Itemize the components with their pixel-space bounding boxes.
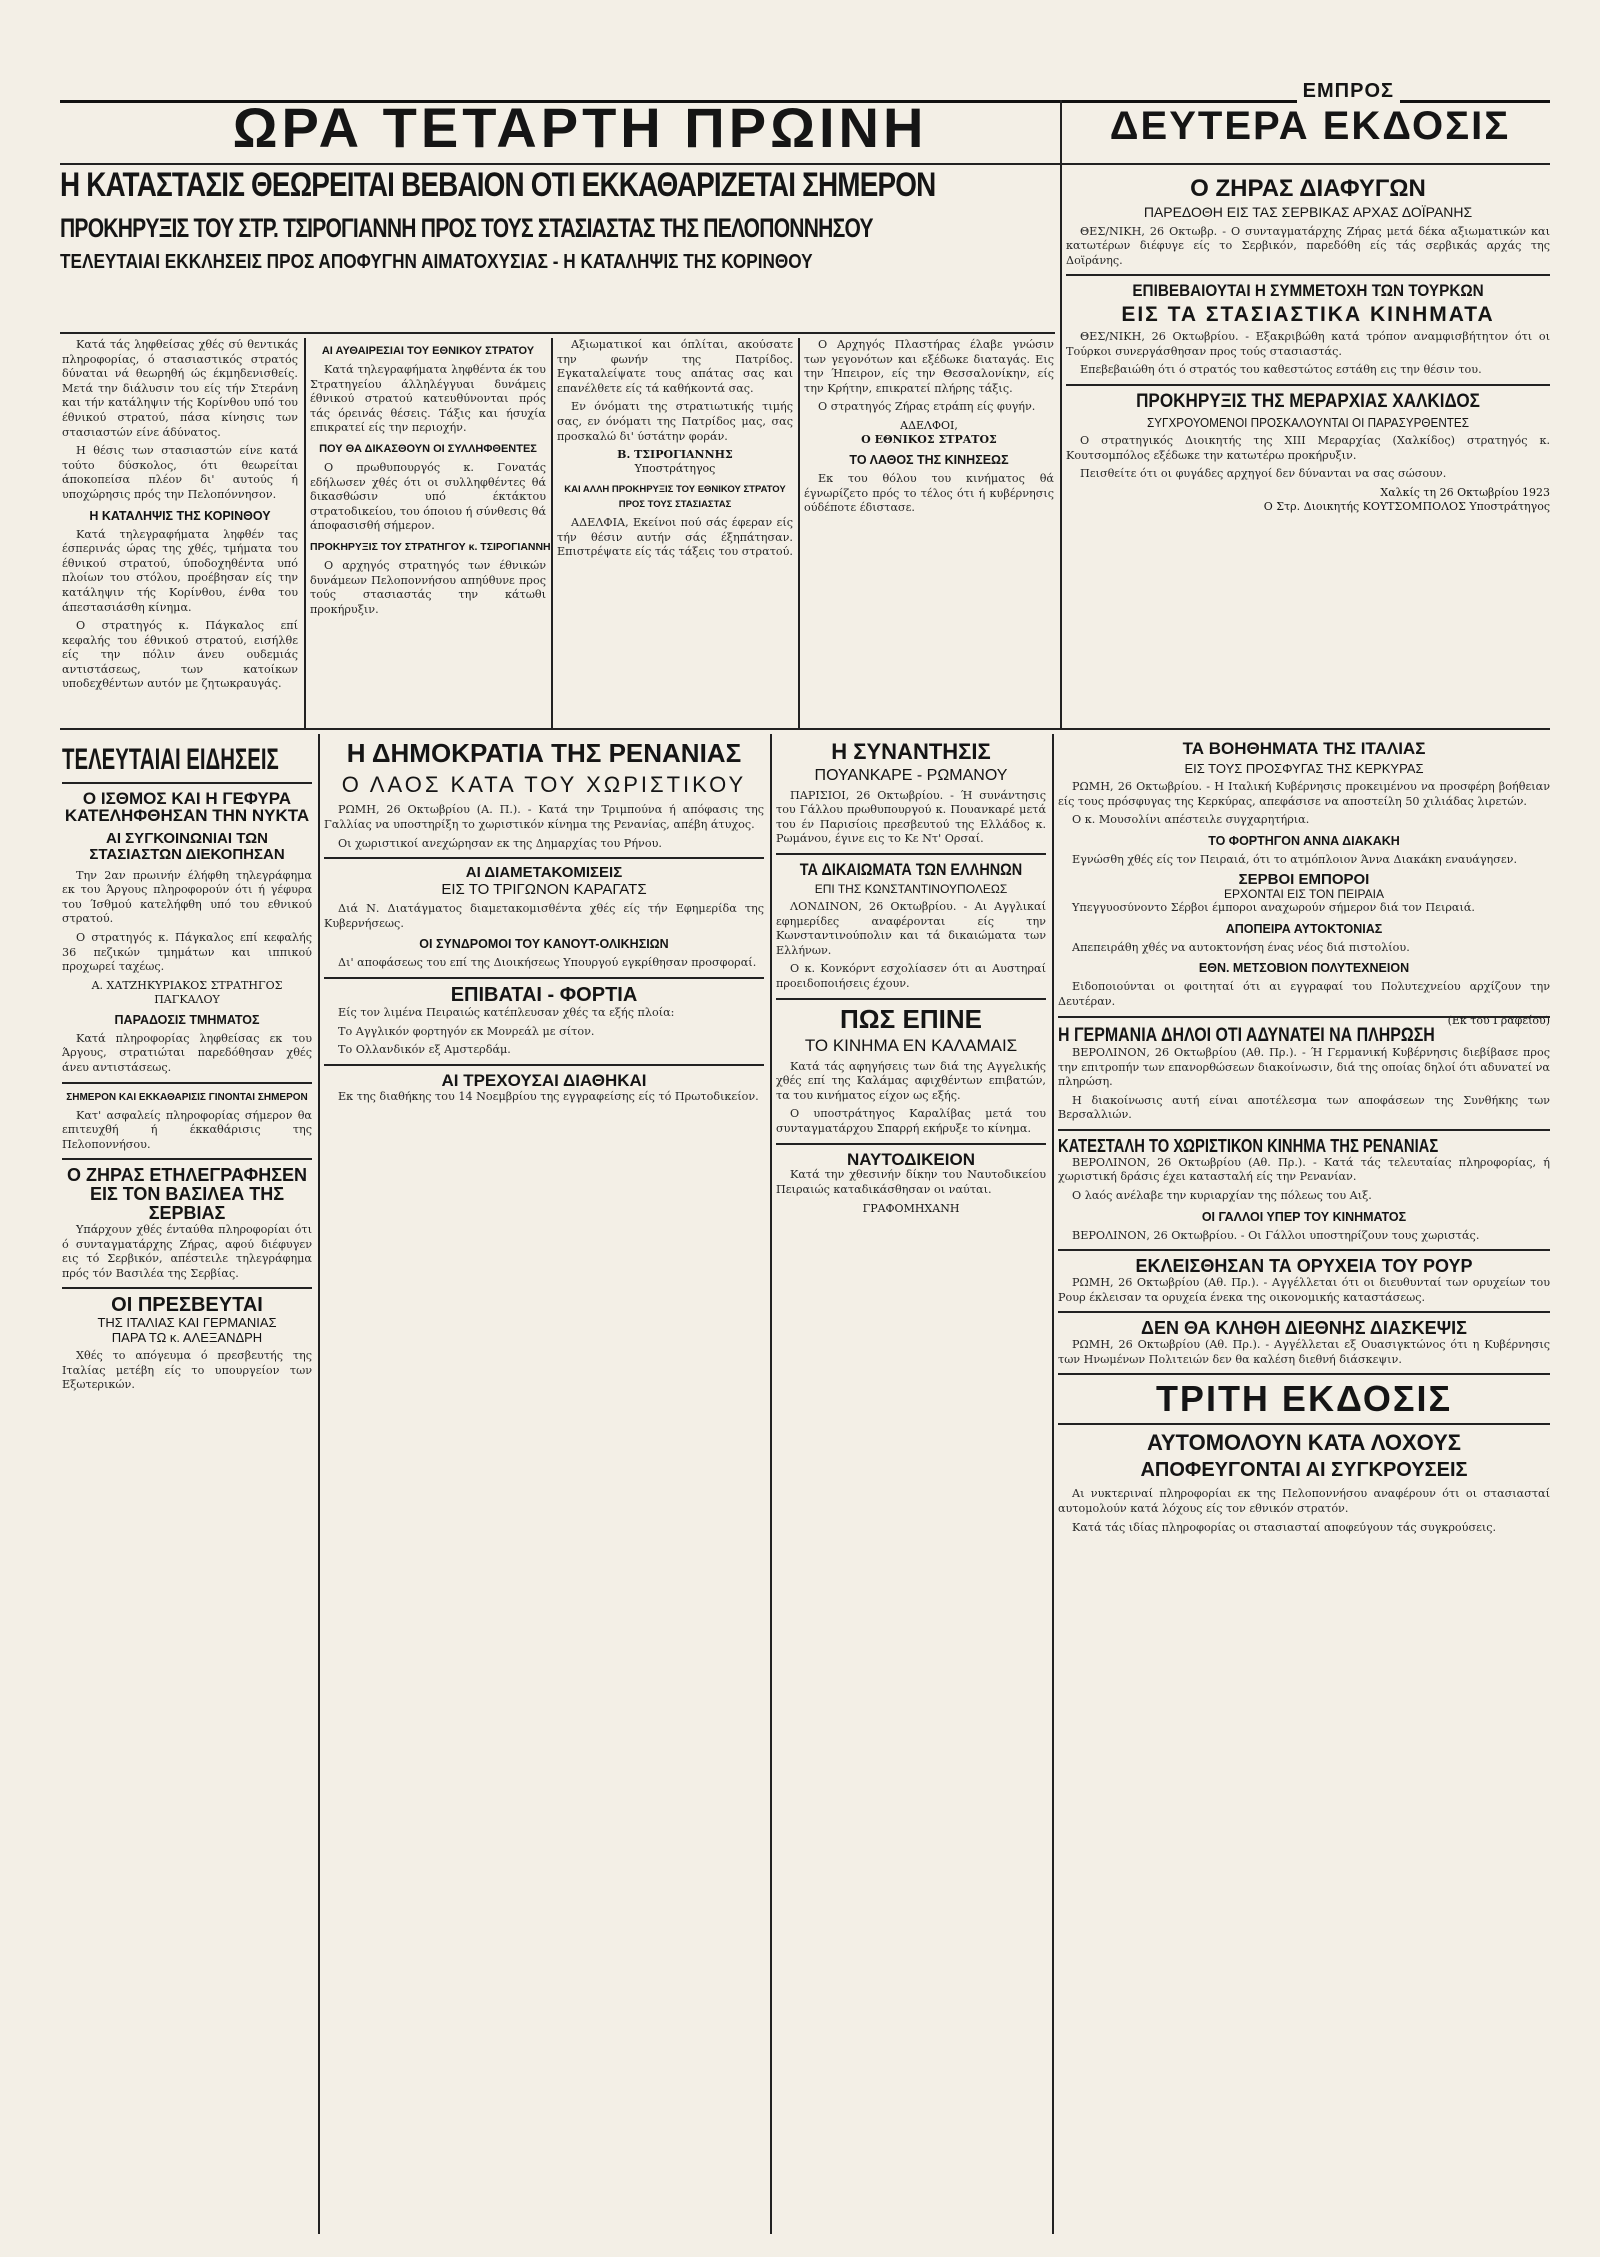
germany-head: Η ΓΕΡΜΑΝΙΑ ΔΗΛΟΙ ΟΤΙ ΑΔΥΝΑΤΕΙ ΝΑ ΠΛΗΡΩΣΗ bbox=[1058, 1025, 1435, 1046]
main-head-2: ΠΡΟΚΗΡΥΞΙΣ ΤΟΥ ΣΤΡ. ΤΣΙΡΟΓΙΑΝΝΗ ΠΡΟΣ ΤΟΥΣ ΣΤΑΣΙΑΣΤΑΣ ΤΗΣ ΠΕΛΟΠΟΝΝΗΣΟΥ bbox=[60, 212, 873, 243]
lower-r2-p3: ΒΕΡΟΛΙΝΟΝ, 26 Οκτωβρίου. - Οι Γάλλοι υποστηρίζουν τους χωριστάς. bbox=[1072, 1228, 1480, 1242]
main-head-rule bbox=[60, 332, 1055, 334]
lower-c1-signature: Α. ΧΑΤΖΗΚΥΡΙΑΚΟΣ ΣΤΡΑΤΗΓΟΣ ΠΑΓΚΑΛΟΥ bbox=[91, 978, 283, 1006]
lower-col-1 bbox=[62, 734, 312, 2234]
main-c3-subhead: ΚΑΙ ΑΛΛΗ ΠΡΟΚΗΡΥΞΙΣ ΤΟΥ ΕΘΝΙΚΟΥ ΣΤΡΑΤΟΥ ΠΡΟΣ ΤΟΥΣ ΣΤΑΣΙΑΣΤΑΣ bbox=[564, 484, 786, 511]
meeting-head: Η ΣΥΝΑΝΤΗΣΙΣ bbox=[831, 739, 991, 764]
banner-right-title: ΔΕΥΤΕΡΑ ΕΚΔΟΣΙΣ bbox=[1109, 104, 1511, 148]
col-rule bbox=[304, 338, 306, 728]
lower-c3-p3: Ο κ. Κονκόρντ εσχολίασεν ότι αι Αυστηραί προειδοποιήσεις έχουν. bbox=[776, 962, 1046, 991]
lower-col-4b bbox=[1058, 734, 1550, 1027]
col-rule bbox=[770, 734, 772, 2234]
lower-c3-p5: Ο υποστράτηγος Καραλίβας μετά του συνταγματάρχου Σπαρρή εκήρυξε το κίνημα. bbox=[776, 1107, 1046, 1136]
main-headlines bbox=[60, 168, 1055, 338]
lower-c3-sig: ΓΡΑΦΟΜΗΧΑΝΗ bbox=[862, 1201, 960, 1215]
main-c2-p2: Ο πρωθυπουργός κ. Γονατάς εδήλωσεν χθές ότι οι συλληφθέντες θά δικασθώσιν υπό έκτάκτου στρατοδικείου, του όποιου ή σύνθεσις θά άποφασισθή σήμερον. bbox=[310, 460, 546, 533]
banner-left bbox=[110, 96, 1050, 162]
lower-c2-p6: Το Αγγλικόν φορτηγόν εκ Μονρεάλ με σίτον. bbox=[338, 1024, 595, 1038]
right-sub-zhras: ΠΑΡΕΔΟΘΗ ΕΙΣ ΤΑΣ ΣΕΡΒΙΚΑΣ ΑΡΧΑΣ ΔΟΪΡΑΝΗΣ bbox=[1143, 204, 1473, 221]
main-c1-subhead: Η ΚΑΤΑΛΗΨΙΣ ΤΗΣ ΚΟΡΙΝΘΟΥ bbox=[89, 508, 271, 523]
lower-c1-p5: Υπάρχουν χθές ένταύθα πληροφορίαι ότι ό συνταγματάρχης Ζήρας, αφού διέφυγεν εις τό Σερβικόν, απέστειλε τηλεγράφημα πρός τόν Βασιλέα της Σερβίας. bbox=[62, 1223, 312, 1280]
right-head-turks-1: ΕΠΙΒΕΒΑΙΟΥΤΑΙ Η ΣΥΜΜΕΤΟΧΗ ΤΩΝ ΤΟΥΡΚΩΝ bbox=[1132, 281, 1484, 301]
main-c2-subhead-3: ΠΡΟΚΗΡΥΞΙΣ ΤΟΥ ΣΤΡΑΤΗΓΟΥ κ. ΤΣΙΡΟΓΙΑΝΝΗ bbox=[310, 540, 551, 553]
lower-c2-p7: Το Ολλανδικόν εξ Αμστερδάμ. bbox=[338, 1043, 511, 1057]
lower-c3-p2: ΛΟΝΔΙΝΟΝ, 26 Οκτωβρίου. - Αι Αγγλικαί εφημερίδες αναφέρονται είς την Κωνσταντινούπολιν και τά δικαιώματα των Ελλήνων. bbox=[776, 900, 1046, 957]
main-c3-signature: Β. ΤΣΙΡΟΓΙΑΝΝΗΣ bbox=[617, 448, 733, 462]
lower-c4-p5: Απεπειράθη χθές να αυτοκτονήση ένας νέος διά πιστολίου. bbox=[1072, 940, 1410, 954]
suicide-head: ΑΠΟΠΕΙΡΑ ΑΥΤΟΚΤΟΝΙΑΣ bbox=[1225, 921, 1383, 936]
main-c4-p1: Ο Αρχηγός Πλαστήρας έλαβε γνώσιν των γεγονότων και εξέδωκε διαταγάς. Εις την Ήπειρον, είς την Θεσσαλονίκην, είς την Κρήτην, επικρατεί πλήρης τάξις. bbox=[804, 338, 1054, 395]
ambassadors-sub-1: ΤΗΣ ΙΤΑΛΙΑΣ ΚΑΙ ΓΕΡΜΑΝΙΑΣ bbox=[97, 1315, 277, 1331]
lower-c2-p3: Διά Ν. Διατάγματος διαμετακομισθέντα χθές είς τήν Εφημερίδα της Κυβερνήσεως. bbox=[324, 902, 764, 930]
kalamata-sub: ΤΟ ΚΙΝΗΜΑ ΕΝ ΚΑΛΑΜΑΙΣ bbox=[804, 1035, 1018, 1055]
lower-r5-p2: Κατά τάς ιδίας πληροφορίας οι στασιασταί αποφεύγουν τάς συγκρούσεις. bbox=[1072, 1520, 1497, 1534]
right-body-zhras: ΘΕΣ/ΝΙΚΗ, 26 Οκτωβρ. - Ο συνταγματάρχης Ζήρας μετά δέκα αξιωματικών και κατωτέρων διέφυγε είς το Σερβικόν, παρεδόθη είς τάς σερβικάς αρχάς της Δοϊράνης. bbox=[1066, 224, 1550, 267]
naval-court-head: ΝΑΥΤΟΔΙΚΕΙΟΝ bbox=[847, 1149, 975, 1169]
right-head-chalkis: ΠΡΟΚΗΡΥΞΙΣ ΤΗΣ ΜΕΡΑΡΧΙΑΣ ΧΑΛΚΙΔΟΣ bbox=[1136, 391, 1480, 413]
meeting-sub: ΠΟΥΑΝΚΑΡΕ - ΡΩΜΑΝΟΥ bbox=[814, 767, 1008, 785]
col-rule bbox=[318, 734, 320, 2234]
lower-c1-p2: Ο στρατηγός κ. Πάγκαλος επί κεφαλής 36 πεζικών τμημάτων και ιππικού προχωρεί ταχέως. bbox=[62, 931, 312, 974]
lower-c3-p6: Κατά την χθεσινήν δίκην του Ναυτοδικείου Πειραιώς καταδικάσθησαν οι ναύται. bbox=[776, 1168, 1046, 1197]
main-head-3: ΤΕΛΕΥΤΑΙΑΙ ΕΚΚΛΗΣΕΙΣ ΠΡΟΣ ΑΠΟΦΥΓΗΝ ΑΙΜΑΤΟΧΥΣΙΑΣ - Η ΚΑΤΑΛΗΨΙΣ ΤΗΣ ΚΟΡΙΝΘΟΥ bbox=[60, 251, 813, 274]
main-col-1 bbox=[62, 338, 298, 728]
main-c4-p2: Ο στρατηγός Ζήρας ετράπη είς φυγήν. bbox=[818, 400, 1036, 414]
main-col-4 bbox=[804, 338, 1054, 728]
lower-r1-p1: ΒΕΡΟΛΙΝΟΝ, 26 Οκτωβρίου (Αθ. Πρ.). - Ή Γερμανική Κυβέρνησις διεβίβασε προς την επιτροπήν των επανορθώσεων διακοίνωσιν, διά της οποίας δηλοί ότι αδυνατεί να πληρώση. bbox=[1058, 1045, 1550, 1089]
passengers-head: ΕΠΙΒΑΤΑΙ - ΦΟΡΤΙΑ bbox=[450, 984, 638, 1007]
lower-col-3 bbox=[776, 734, 1046, 2234]
rights-sub: ΕΠΙ ΤΗΣ ΚΩΝΣΤΑΝΤΙΝΟΥΠΟΛΕΩΣ bbox=[814, 881, 1008, 896]
main-c1-p3: Κατά τηλεγραφήματα ληφθέν τας έσπερινάς ώρας της χθές, τμήματα του έθνικού στρατού, ύποδοχηθέντα υπό πλοίων του στόλου, προέβησαν είς την κατάληψιν τής Κορίνθου, ένθα του άπεστασιάσθη κίνημα. bbox=[62, 527, 298, 614]
lower-c1-p1: Την 2αν πρωινήν έλήφθη τηλεγράφημα εκ του Άργους πληροφορούν ότι ή γέφυρα του Ίσθμού κατελήφθη υπό του εθνικού στρατού. bbox=[62, 868, 312, 926]
transit-sub: ΕΙΣ ΤΟ ΤΡΙΓΩΝΟΝ ΚΑΡΑΓΑΤΣ bbox=[441, 880, 647, 898]
right-head-turks-2: ΕΙΣ ΤΑ ΣΤΑΣΙΑΣΤΙΚΑ ΚΙΝΗΜΑΤΑ bbox=[1121, 303, 1495, 327]
lower-c2-p2: Οι χωριστικοί ανεχώρησαν εκ της Δημαρχίας του Ρήνου. bbox=[338, 836, 662, 850]
right-chalkis-signature: Ο Στρ. Διοικητής ΚΟΥΤΣΟΜΠΟΛΟΣ Υποστράτηγος bbox=[1263, 500, 1550, 514]
right-chalkis-date: Χαλκίς τη 26 Οκτωβρίου 1923 bbox=[1380, 486, 1550, 500]
transit-head: ΑΙ ΔΙΑΜΕΤΑΚΟΜΙΣΕΙΣ bbox=[465, 864, 623, 882]
main-c1-p4: Ο στρατηγός κ. Πάγκαλος επί κεφαλής του έθνικού στρατού, εισήλθε είς την πόλιν άνευ ουδεμιάς αντιστάσεως, των κατοίκων υποδεχθέντων αυτόν με ζητωκραυγάς. bbox=[62, 619, 298, 691]
wills-head: ΑΙ ΤΡΕΧΟΥΣΑΙ ΔΙΑΘΗΚΑΙ bbox=[441, 1070, 647, 1090]
right-body-turks-1: ΘΕΣ/ΝΙΚΗ, 26 Οκτωβρίου. - Εξακριβώθη κατά τρόπον αναμφισβήτητον ότι οι Τούρκοι συνεργάσθησαν προς τούς στασιαστάς. bbox=[1066, 330, 1550, 358]
lower-c3-p1: ΠΑΡΙΣΙΟΙ, 26 Οκτωβρίου. - Ή συνάντησις του Γάλλου πρωθυπουργού κ. Πουανκαρέ μετά του έν Παρισίοις πρεσβευτού της Ελλάδος κ. Ρωμάνου, έγινε εις το Κε Ντ' Ορσαί. bbox=[776, 788, 1046, 846]
main-c4-salutation: ΑΔΕΛΦΟΙ, bbox=[900, 418, 958, 432]
right-lower-rule bbox=[1058, 1016, 1550, 1018]
main-head-1: Η ΚΑΤΑΣΤΑΣΙΣ ΘΕΩΡΕΙΤΑΙ ΒΕΒΑΙΟΝ ΟΤΙ ΕΚΚΑΘΑΡΙΖΕΤΑΙ ΣΗΜΕΡΟΝ bbox=[60, 166, 936, 204]
main-c3-p2: Εν όνόματι της στρατιωτικής τιμής σας, εν όνόματι της Πατρίδος μας, σας προσκαλώ δι' ύστάτην φοράν. bbox=[557, 400, 793, 443]
lower-r2-p1: ΒΕΡΟΛΙΝΟΝ, 26 Οκτωβρίου (Αθ. Πρ.). - Κατά τάς τελευταίας πληροφορίας, ή χωριστική δράσις έχει κατασταλή είς την Ρενανίαν. bbox=[1058, 1155, 1550, 1184]
main-col-2 bbox=[310, 338, 551, 728]
lower-c1-p3: Κατά πληροφορίας ληφθείσας εκ του Άργους, στρατιώται παρεδόθησαν χθές άνευ αντιστάσεως. bbox=[62, 1031, 312, 1075]
right-sub-chalkis: ΣΥΓΧΡΟΥΟΜΕΝΟΙ ΠΡΟΣΚΑΛΟΥΝΤΑΙ ΟΙ ΠΑΡΑΣΥΡΘΕΝΤΕΣ bbox=[1147, 414, 1469, 430]
lower-r2-p2: Ο λαός ανέλαβε την κυριαρχίαν της πόλεως του Αιξ. bbox=[1072, 1188, 1372, 1202]
right-top bbox=[1066, 168, 1550, 728]
lower-c4-p6: Ειδοποιούνται οι φοιτηταί ότι αι εγγραφαί του Πολυτεχνείου αρχίζουν την Δευτέραν. bbox=[1058, 980, 1550, 1008]
zhras-telegraph-head: Ο ΖΗΡΑΣ ΕΤΗΛΕΓΡΑΦΗΣΕΝ ΕΙΣ ΤΟΝ ΒΑΣΙΛΕΑ ΤΗΣ ΣΕΡΒΙΑΣ bbox=[66, 1165, 308, 1224]
third-edition-head: ΤΡΙΤΗ ΕΚΔΟΣΙΣ bbox=[1155, 1378, 1453, 1420]
lower-r4-p1: ΡΩΜΗ, 26 Οκτωβρίου (Αθ. Πρ.). - Αγγέλλεται εξ Ουασιγκτώνος ότι η Κυβέρνησις των Ηνωμένων Πολιτειών δεν θα καλέση διεθνή διάσκεψιν. bbox=[1058, 1338, 1550, 1366]
avoid-clash-head: ΑΠΟΦΕΥΓΟΝΤΑΙ ΑΙ ΣΥΓΚΡΟΥΣΕΙΣ bbox=[1140, 1459, 1468, 1482]
french-support-head: ΟΙ ΓΑΛΛΟΙ ΥΠΕΡ ΤΟΥ ΚΙΝΗΜΑΤΟΣ bbox=[1201, 1209, 1407, 1224]
main-c4-p3: Εκ του θόλου του κινήματος θά έγνωρίζετο πρός το τέλος ότι ή κυβέρνησις ούδέποτε έδιστασε. bbox=[804, 471, 1054, 515]
lower-c1-p4: Κατ' ασφαλείς πληροφορίας σήμερον θα επιτευχθή ή έκκαθάρισις της Πελοποννήσου. bbox=[62, 1108, 312, 1151]
lower-c4-p4: Υπεγγυοσύνοντο Σέρβοι έμποροι αναχωρούν σήμερον διά τον Πειραιά. bbox=[1072, 901, 1475, 915]
main-c3-p1: Αξιωματικοί και όπλίται, ακούσατε την φωνήν της Πατρίδος. Εγκαταλείψατε τους απάτας σας και επανέλθετε είς τά καθήκοντά σας. bbox=[557, 338, 793, 395]
right-body-chalkis-2: Πεισθείτε ότι οι φυγάδες αρχηγοί δεν δύνανται να σας σώσουν. bbox=[1080, 467, 1447, 481]
lower-c2-p5: Είς τον λιμένα Πειραιώς κατέπλευσαν χθές τα εξής πλοία: bbox=[338, 1006, 675, 1020]
subscribers-head: ΟΙ ΣΥΝΔΡΟΜΟΙ ΤΟΥ ΚΑΝΟΥΤ-ΟΛΙΚΗΣΙΩΝ bbox=[419, 937, 669, 952]
main-c2-subhead-2: ΠΟΥ ΘΑ ΔΙΚΑΣΘΟΥΝ ΟΙ ΣΥΛΛΗΦΘΕΝΤΕΣ bbox=[319, 442, 537, 455]
lower-r5-p1: Αι νυκτεριναί πληροφορίαι εκ της Πελοποννήσου αναφέρουν ότι οι στασιασταί αυτομολούν κατά λόχους είς τον εθνικόν στρατόν. bbox=[1058, 1487, 1550, 1516]
newspaper-name: ΕΜΠΡΟΣ bbox=[1297, 80, 1400, 103]
lower-c4-p2: Ο κ. Μουσολίνι απέστειλε συγχαρητήρια. bbox=[1072, 813, 1310, 827]
lower-c1-p6: Χθές το απόγευμα ό πρεσβευτής της Ιταλίας μετέβη είς το υπουργείον των Εξωτερικών. bbox=[62, 1349, 312, 1392]
right-head-zhras: Ο ΖΗΡΑΣ ΔΙΑΦΥΓΩΝ bbox=[1190, 175, 1426, 202]
main-c2-p3: Ο αρχηγός στρατηγός των έθνικών δυνάμεων Πελοποννήσου απηύθυνε προς τούς στασιαστάς την κάτωθι προκήρυξιν. bbox=[310, 558, 546, 616]
banner-right bbox=[1070, 106, 1550, 162]
italy-aid-sub: ΕΙΣ ΤΟΥΣ ΠΡΟΣΦΥΓΑΣ ΤΗΣ ΚΕΡΚΥΡΑΣ bbox=[1184, 760, 1424, 776]
latest-news-head: ΤΕΛΕΥΤΑΙΑΙ ΕΙΔΗΣΕΙΣ bbox=[62, 743, 279, 776]
freighter-head: ΤΟ ΦΟΡΤΗΓΟΝ ΑΝΝΑ ΔΙΑΚΑΚΗ bbox=[1208, 833, 1400, 848]
right-body-chalkis-1: Ο στρατηγικός Διοικητής της ΧΙΙΙ Μεραρχίας (Χαλκίδος) στρατηγός κ. Κουτσομπόλος εξέδωκε την κατωτέρω προκήρυξιν. bbox=[1066, 434, 1550, 462]
main-c4-subhead: ΤΟ ΛΑΘΟΣ ΤΗΣ ΚΙΝΗΣΕΩΣ bbox=[849, 452, 1009, 467]
lower-c3-p4: Κατά τάς αφηγήσεις των διά της Αγγελικής χθές επί της Καλάμας αφιχθέντων επιβατών, τα του κινήματος είχον ως εξής. bbox=[776, 1059, 1046, 1102]
comms-head: ΑΙ ΣΥΓΚΟΙΝΩΝΙΑΙ ΤΩΝ ΣΤΑΣΙΑΣΤΩΝ ΔΙΕΚΟΠΗΣΑΝ bbox=[89, 830, 285, 863]
main-c1-p2: Η θέσις των στασιαστών είνε κατά τούτο δύσκολος, ότι θεωρείται άποκοπείσα πλέον δι' αυτούς ή υποχώρησις πρός την Πελοπόννησον. bbox=[62, 444, 298, 501]
today-head: ΣΗΜΕΡΟΝ ΚΑΙ ΕΚΚΑΘΑΡΙΣΙΣ ΓΙΝΟΝΤΑΙ ΣΗΜΕΡΟΝ bbox=[66, 1091, 308, 1103]
col-rule bbox=[551, 338, 553, 728]
lower-r3-p1: ΡΩΜΗ, 26 Οκτωβρίου (Αθ. Πρ.). - Αγγέλλεται ότι οι διευθυνταί των ορυχείων του Ρουρ έκλεισαν τα ορυχεία ένεκα της οικονομικής καταστάσεως. bbox=[1058, 1276, 1550, 1304]
lower-c4-sig: (Εκ του Γραφείου) bbox=[1447, 1013, 1550, 1027]
main-c1-p1: Κατά τάς ληφθείσας χθές σύ θεντικάς πληροφορίας, ό στασιαστικός στρατός δύναται νά θεωρηθή ώς έκμηδενισθείς. Μετά την διάλυσιν του είς τήν Στεράνη και τήν κατάληψιν τής Κορίνθου υπό του έθνικού στρατού, πάσα κίνησις των στασιαστών είνε άδύνατος. bbox=[62, 338, 298, 439]
main-col-3 bbox=[557, 338, 793, 728]
conference-head: ΔΕΝ ΘΑ ΚΛΗΘΗ ΔΙΕΘΝΗΣ ΔΙΑΣΚΕΨΙΣ bbox=[1141, 1318, 1467, 1339]
polytechnic-head: ΕΘΝ. ΜΕΤΣΟΒΙΟΝ ΠΟΛΥΤΕΧΝΕΙΟΝ bbox=[1198, 961, 1410, 976]
main-c4-signature: Ο ΕΘΝΙΚΟΣ ΣΤΡΑΤΟΣ bbox=[861, 432, 997, 446]
banner-left-title: ΩΡΑ ΤΕΤΑΡΤΗ ΠΡΩΙΝΗ bbox=[232, 96, 928, 159]
main-c3-p3: ΑΔΕΛΦΙΑ, Εκείνοι πού σάς έφεραν είς τήν θέσιν αυτήν σάς έξηπάτησαν. Επιστρέψατε είς τάς τάξεις του στρατού. bbox=[557, 516, 793, 559]
lower-c2-p1: ΡΩΜΗ, 26 Οκτωβρίου (Α. Π.). - Κατά την Τριμπούνα ή απόφασις της Γαλλίας να υποστηρίξη το χωριστικόν κίνημα της Ρενανίας, απέβη άτυχος. bbox=[324, 803, 764, 832]
lower-c4-p3: Εγνώσθη χθές είς τον Πειραιά, ότι το ατμόπλοιον Άννα Διακάκη εναυάγησεν. bbox=[1072, 852, 1518, 866]
col-rule bbox=[798, 338, 800, 728]
rhineland-sub: Ο ΛΑΟΣ ΚΑΤΑ ΤΟΥ ΧΩΡΙΣΤΙΚΟΥ bbox=[341, 772, 747, 798]
serb-merchants-sub: ΕΡΧΟΝΤΑΙ ΕΙΣ ΤΟΝ ΠΕΙΡΑΙΑ bbox=[1224, 887, 1384, 902]
separatist-head: ΚΑΤΕΣΤΑΛΗ ΤΟ ΧΩΡΙΣΤΙΚΟΝ ΚΙΝΗΜΑ ΤΗΣ ΡΕΝΑΝΙΑΣ bbox=[1058, 1135, 1439, 1156]
surrender-head: ΠΑΡΑΔΟΣΙΣ ΤΜΗΜΑΤΟΣ bbox=[114, 1012, 260, 1027]
main-c2-subhead-1: ΑΙ ΑΥΘΑΙΡΕΣΙΑΙ ΤΟΥ ΕΘΝΙΚΟΥ ΣΤΡΑΤΟΥ bbox=[321, 345, 535, 357]
how-head: ΠΩΣ ΕΠΙΝΕ bbox=[840, 1003, 982, 1034]
ambassadors-sub-2: ΠΑΡΑ ΤΩ κ. ΑΛΕΞΑΝΔΡΗ bbox=[111, 1329, 263, 1345]
lower-c2-p4: Δι' αποφάσεως του επί της Διοικήσεως Υπουργού εγκρίθησαν προσφοραί. bbox=[338, 956, 757, 970]
col-rule bbox=[1052, 734, 1054, 2234]
rights-head: ΤΑ ΔΙΚΑΙΩΜΑΤΑ ΤΩΝ ΕΛΛΗΝΩΝ bbox=[799, 860, 1023, 880]
banner-rule bbox=[60, 163, 1550, 165]
desert-head: ΑΥΤΟΜΟΛΟΥΝ ΚΑΤΑ ΛΟΧΟΥΣ bbox=[1146, 1430, 1461, 1456]
main-c3-signature-title: Υποστράτηγος bbox=[634, 462, 716, 476]
italy-aid-head: ΤΑ ΒΟΗΘΗΜΑΤΑ ΤΗΣ ΙΤΑΛΙΑΣ bbox=[1182, 739, 1426, 758]
divider-main-right bbox=[1060, 100, 1062, 728]
main-c2-p1: Κατά τηλεγραφήματα ληφθέντα έκ του Στρατηγείου άλληλέγγυαι δυνάμεις έθνικού στρατού κατευθύνονται πρός τάς όρεινάς θέσεις. Τάξις και ήσυχία επικρατεί είς την περιοχήν. bbox=[310, 363, 546, 435]
isthmus-head: Ο ΙΣΘΜΟΣ ΚΑΙ Η ΓΕΦΥΡΑ ΚΑΤΕΛΗΦΘΗΣΑΝ ΤΗΝ ΝΥΚΤΑ bbox=[64, 788, 310, 826]
lower-r1-p2: Η διακοίνωσις αυτή είναι αποτέλεσμα των αποφάσεων της Συνθήκης των Βερσαλλιών. bbox=[1058, 1093, 1550, 1122]
right-body-turks-2: Επεβεβαιώθη ότι ό στρατός του καθεστώτος εστάθη εις την θέσιν του. bbox=[1080, 363, 1482, 377]
lower-c2-p8: Εκ της διαθήκης του 14 Νοεμβρίου της εγγραφείσης είς τό Πρωτοδικείον. bbox=[338, 1089, 759, 1103]
lower-col-2 bbox=[324, 734, 764, 2234]
serb-merchants-head: ΣΕΡΒΟΙ ΕΜΠΟΡΟΙ bbox=[1238, 870, 1370, 888]
fold-rule bbox=[60, 728, 1550, 730]
lower-c4-p1: ΡΩΜΗ, 26 Οκτωβρίου. - Η Ιταλική Κυβέρνησις προκειμένου να προσφέρη βοήθειαν είς τους πρόσφυγας της Κερκύρας, απεφάσισε να αποστείλη 50 χιλιάδας λιρετών. bbox=[1058, 780, 1550, 808]
rhineland-head: Η ΔΗΜΟΚΡΑΤΙΑ ΤΗΣ ΡΕΝΑΝΙΑΣ bbox=[346, 738, 742, 768]
ruhr-head: ΕΚΛΕΙΣΘΗΣΑΝ ΤΑ ΟΡΥΧΕΙΑ ΤΟΥ ΡΟΥΡ bbox=[1135, 1256, 1473, 1277]
ambassadors-head: ΟΙ ΠΡΕΣΒΕΥΤΑΙ bbox=[111, 1294, 263, 1317]
lower-right bbox=[1058, 1020, 1550, 2234]
